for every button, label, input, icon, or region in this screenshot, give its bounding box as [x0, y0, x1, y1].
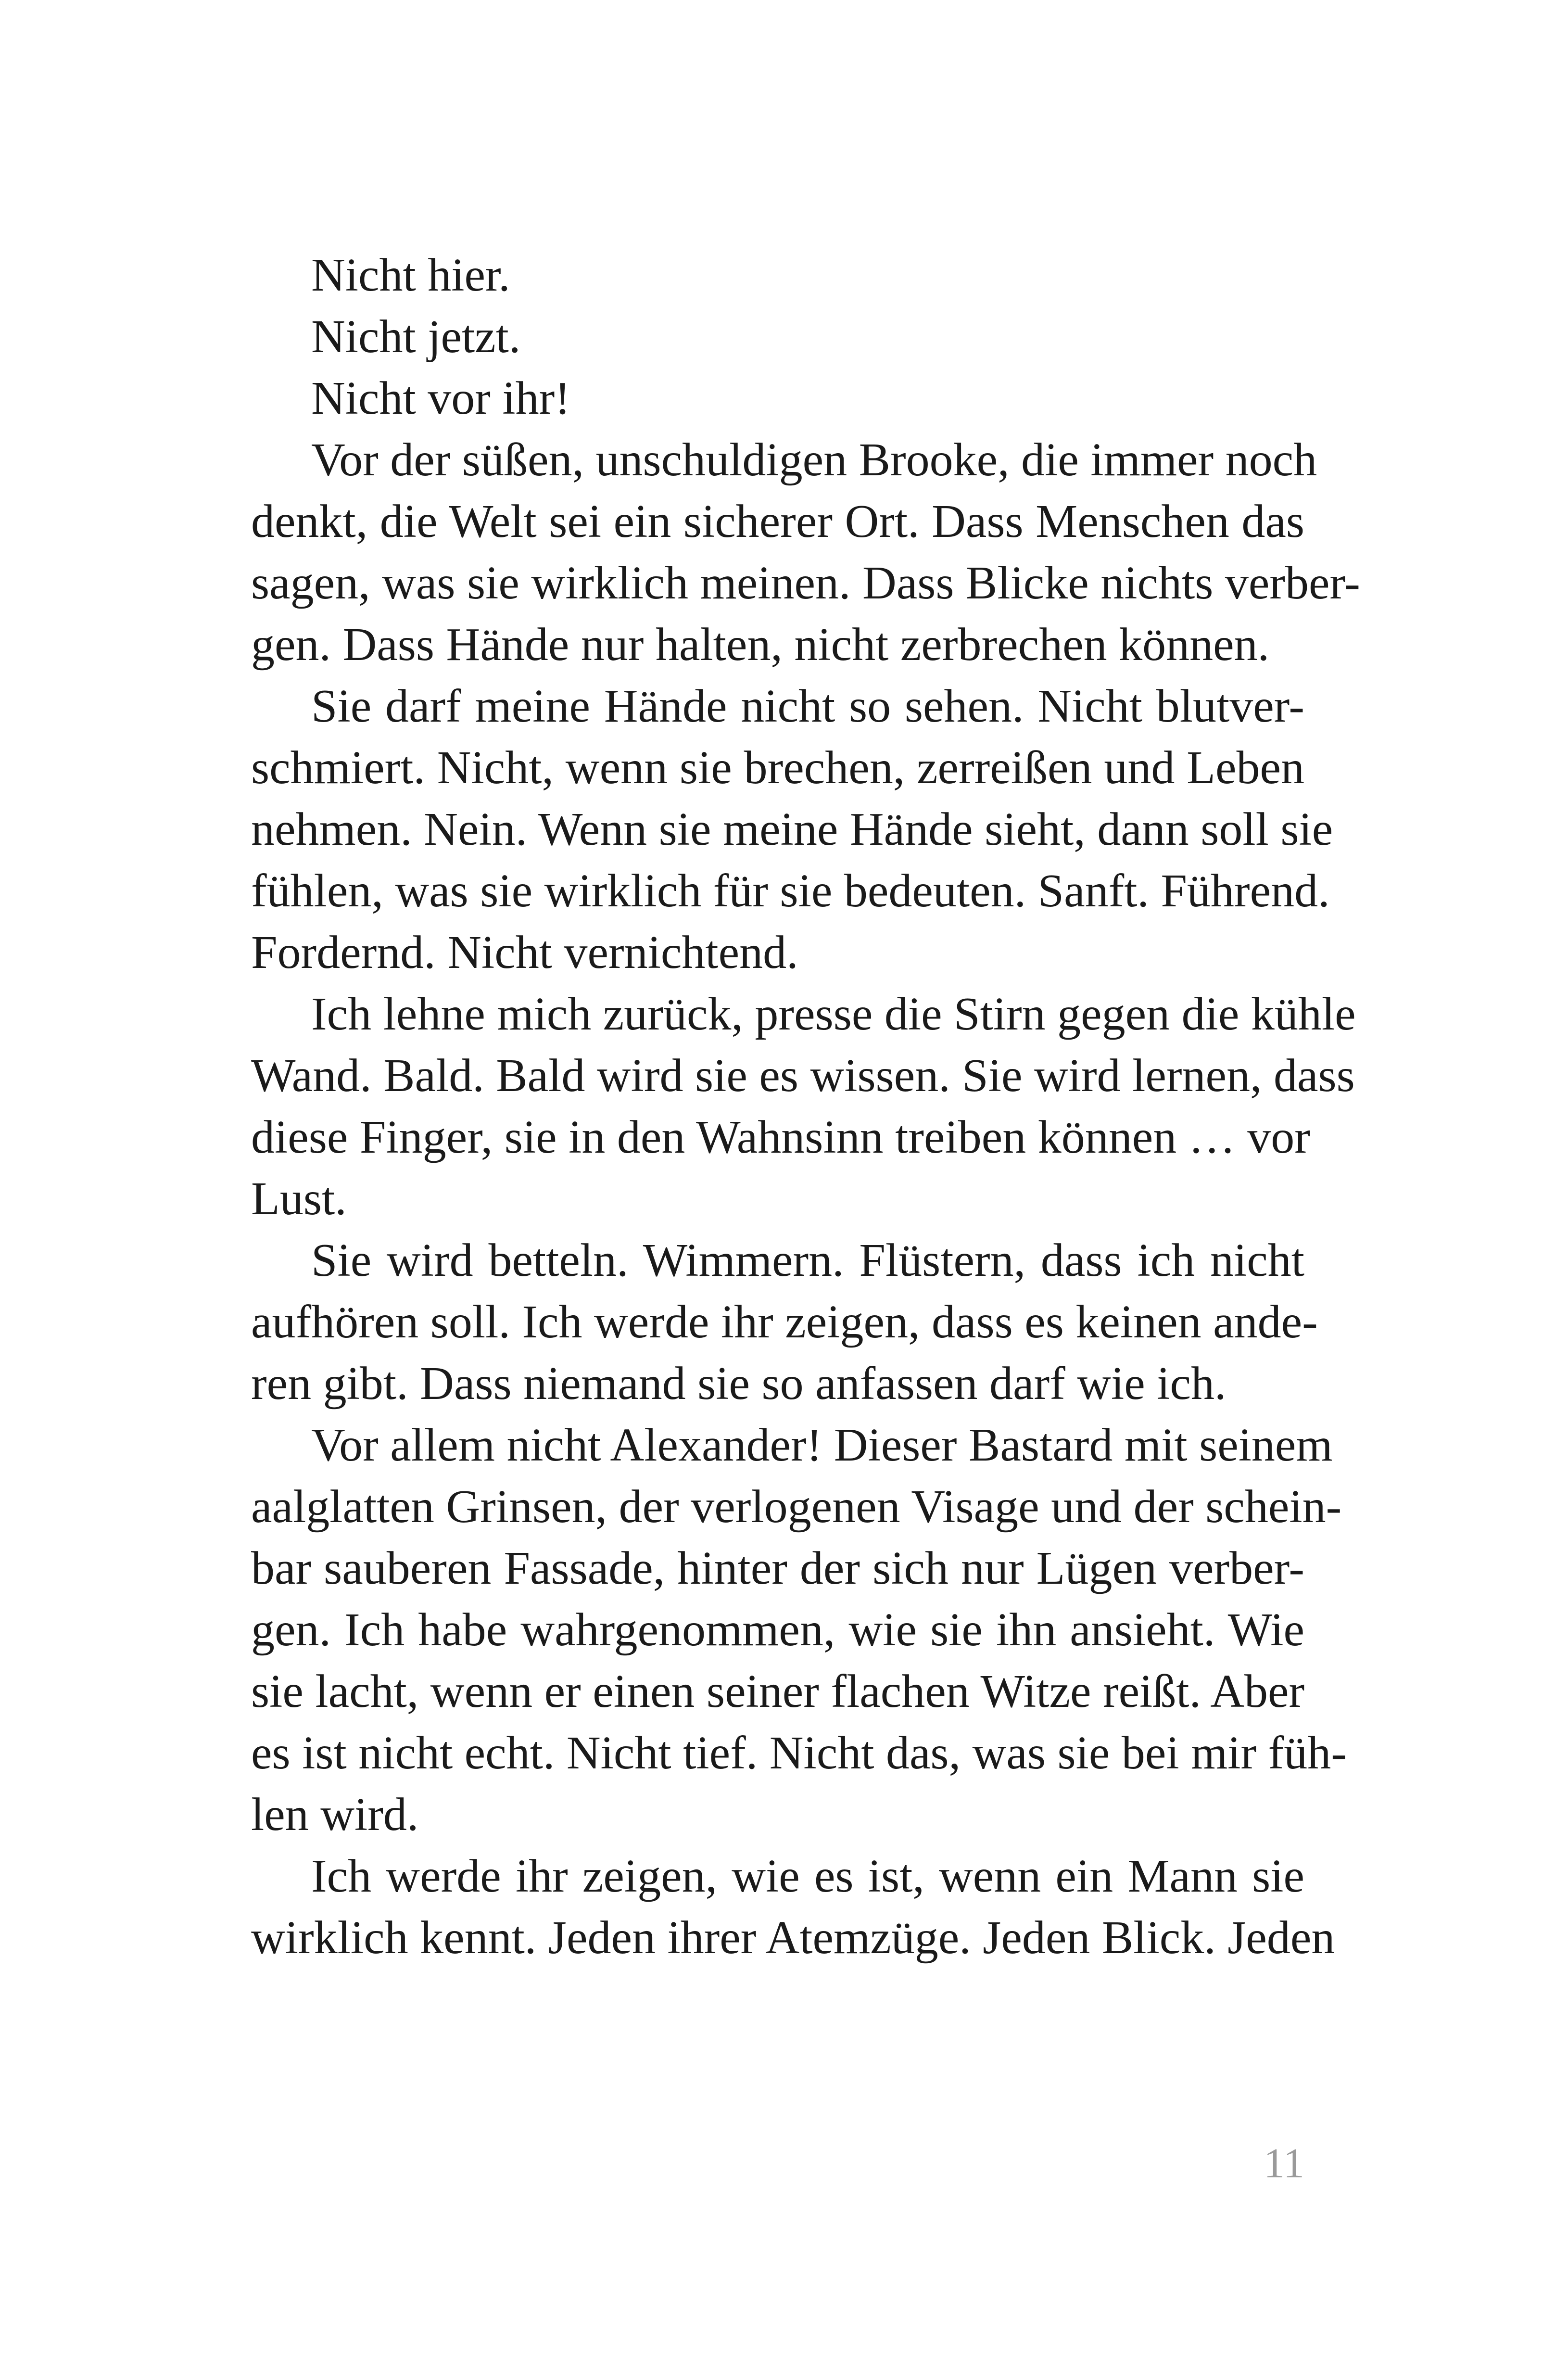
paragraph — [251, 306, 1304, 368]
text-line: bar sauberen Fassade, hinter der sich nur Lügen verber- — [251, 1542, 1304, 1594]
paragraph — [251, 983, 1356, 1230]
paragraph — [251, 1845, 1335, 1969]
paragraph — [251, 1414, 1347, 1845]
text-line: Sie wird betteln. Wimmern. Flüstern, dass ich nicht — [311, 1234, 1304, 1286]
text-line: gen. Dass Hände nur halten, nicht zerbrechen können. — [251, 619, 1270, 671]
text-line: ren gibt. Dass niemand sie so anfassen darf wie ich. — [251, 1358, 1227, 1410]
text-line: Vor der süßen, unschuldigen Brooke, die immer noch — [311, 434, 1317, 486]
text-line: Ich werde ihr zeigen, wie es ist, wenn ein Mann sie — [311, 1850, 1304, 1902]
text-line: Nicht jetzt. — [311, 311, 521, 363]
paragraph — [251, 1230, 1318, 1414]
text-line: denkt, die Welt sei ein sicherer Ort. Dass Menschen das — [251, 496, 1304, 547]
text-line: sagen, was sie wirklich meinen. Dass Blicke nichts verber- — [251, 557, 1360, 609]
text-line: sie lacht, wenn er einen seiner flachen Witze reißt. Aber — [251, 1665, 1305, 1717]
text-line: aalglatten Grinsen, der verlogenen Visage und der schein- — [251, 1481, 1342, 1533]
text-line: Vor allem nicht Alexander! Dieser Bastard mit seinem — [311, 1419, 1333, 1471]
text-line: schmiert. Nicht, wenn sie brechen, zerreißen und Leben — [251, 742, 1304, 794]
text-line: fühlen, was sie wirklich für sie bedeuten. Sanft. Führend. — [251, 865, 1330, 917]
text-line: aufhören soll. Ich werde ihr zeigen, dass es keinen ande- — [251, 1296, 1318, 1348]
text-line: nehmen. Nein. Wenn sie meine Hände sieht, dann soll sie — [251, 803, 1333, 855]
text-line: Ich lehne mich zurück, presse die Stirn gegen die kühle — [311, 988, 1356, 1040]
text-line: Fordernd. Nicht vernichtend. — [251, 927, 798, 979]
paragraph — [251, 675, 1333, 983]
text-line: Sie darf meine Hände nicht so sehen. Nicht blutver- — [311, 680, 1304, 732]
text-line: wirklich kennt. Jeden ihrer Atemzüge. Jeden Blick. Jeden — [251, 1912, 1335, 1964]
paragraph — [251, 429, 1360, 675]
text-line: gen. Ich habe wahrgenommen, wie sie ihn ansieht. Wie — [251, 1604, 1304, 1656]
paragraph — [251, 368, 1304, 429]
text-line: Wand. Bald. Bald wird sie es wissen. Sie wird lernen, dass — [251, 1050, 1355, 1102]
page-number: 11 — [1264, 2140, 1304, 2187]
text-line: len wird. — [251, 1789, 419, 1841]
body-text — [251, 244, 1360, 1969]
text-line: Nicht vor ihr! — [311, 372, 570, 424]
text-line: Lust. — [251, 1173, 347, 1225]
text-line: diese Finger, sie in den Wahnsinn treiben können … vor — [251, 1111, 1310, 1163]
text-line: Nicht hier. — [311, 249, 510, 301]
paragraph — [251, 244, 1304, 306]
text-line: es ist nicht echt. Nicht tief. Nicht das, was sie bei mir füh- — [251, 1727, 1347, 1779]
